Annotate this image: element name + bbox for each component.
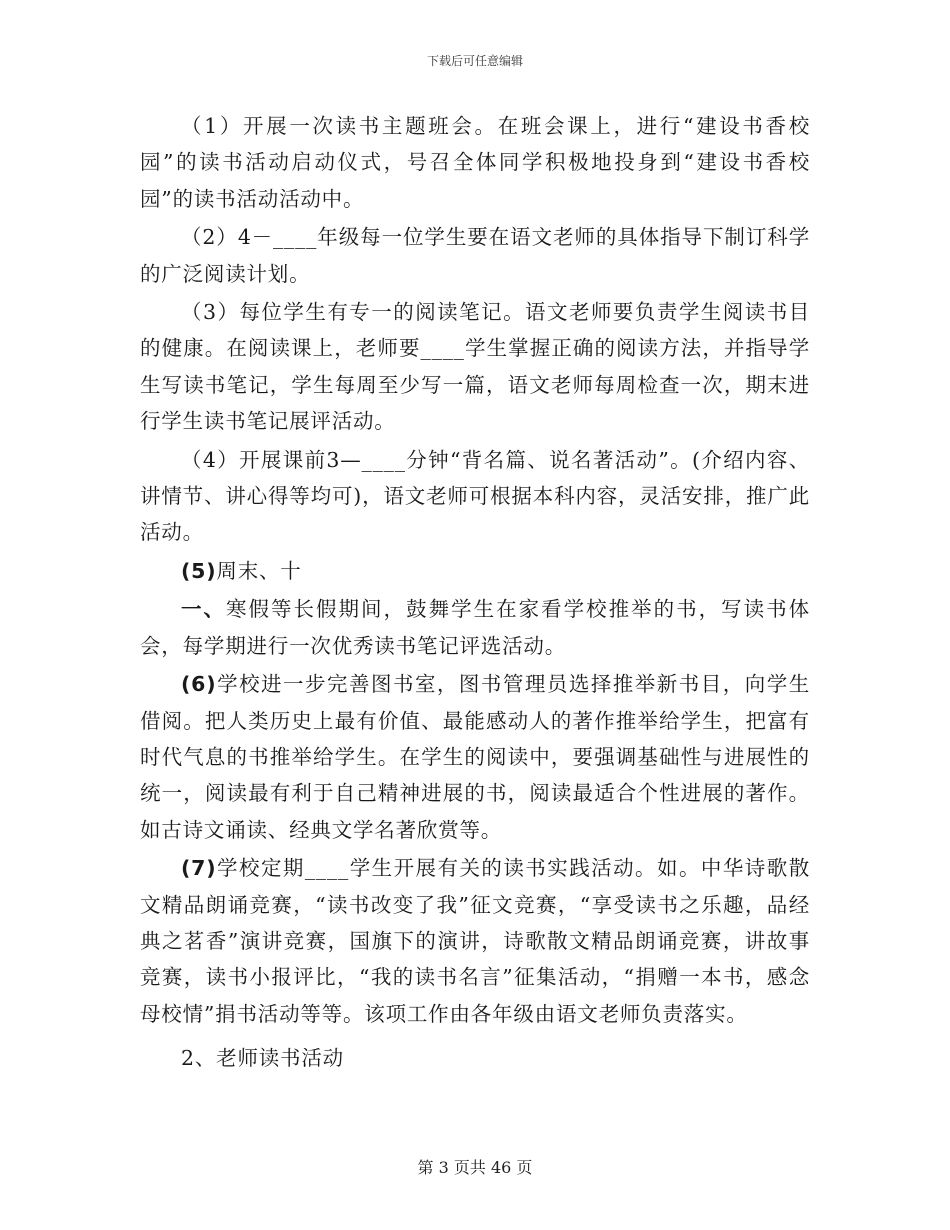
document-body — [140, 108, 810, 1077]
paragraph-item-6-text: 学校进一步完善图书室，图书管理员选择推举新书目，向学生借阅。把人类历史上最有价值、最能感动人的著作推举给学生，把富有时代气息的书推举给学生。在学生的阅读中，要强调基础性与进展性的统一，阅读最有利于自己精神进展的书，阅读最适合个性进展的著作。如古诗文诵读、经典文学名著欣赏等。 — [140, 672, 810, 842]
page-header: 下载后可任意编辑 — [426, 54, 523, 68]
paragraph-item-5-number: (5) — [181, 558, 217, 583]
paragraph-item-6 — [140, 666, 810, 848]
paragraph-section-one — [140, 591, 810, 664]
paragraph-item-2: （2）4－____年级每一位学生要在语文老师的具体指导下制订科学的广泛阅读计划。 — [140, 225, 810, 286]
paragraph-item-6-number: (6) — [181, 672, 217, 697]
paragraph-item-5-text: 周末、十 — [216, 558, 302, 583]
paragraph-item-7-number: (7) — [181, 856, 217, 881]
page-footer: 第 3 页共 46 页 — [417, 1158, 533, 1177]
paragraph-item-7-text: 学校定期____学生开展有关的读书实践活动。如。中华诗歌散文精品朗诵竞赛，“读书改变了我”征文竞赛，“享受读书之乐趣，品经典之茗香”演讲竞赛，国旗下的演讲，诗歌散文精品朗诵竞赛，讲故事竞赛，读书小报评比，“我的读书名言”征集活动，“捐赠一本书，感念母校情”捐书活动等等。该项工作由各年级由语文老师负责落实。 — [140, 856, 810, 1026]
section-heading-teacher-reading: 2、老师读书活动 — [181, 1046, 344, 1071]
paragraph-section-one-label: 一、 — [181, 597, 227, 622]
paragraph-item-3: （3）每位学生有专一的阅读笔记。语文老师要负责学生阅读书目的健康。在阅读课上，老师要____学生掌握正确的阅读方法，并指导学生写读书笔记，学生每周至少写一篇，语文老师每周检查一次，期末进行学生读书笔记展评活动。 — [140, 300, 810, 434]
paragraph-item-5 — [140, 553, 810, 589]
paragraph-item-7 — [140, 850, 810, 1032]
paragraph-section-one-text: 寒假等长假期间，鼓舞学生在家看学校推举的书，写读书体会，每学期进行一次优秀读书笔记评选活动。 — [140, 597, 810, 658]
paragraph-item-1: （1）开展一次读书主题班会。在班会课上，进行“建设书香校园”的读书活动启动仪式，号召全体同学积极地投身到“建设书香校园”的读书活动活动中。 — [140, 114, 810, 211]
paragraph-item-4: （4）开展课前3—____分钟“背名篇、说名著活动”。(介绍内容、讲情节、讲心得等均可)，语文老师可根据本科内容，灵活安排，推广此活动。 — [140, 447, 810, 545]
